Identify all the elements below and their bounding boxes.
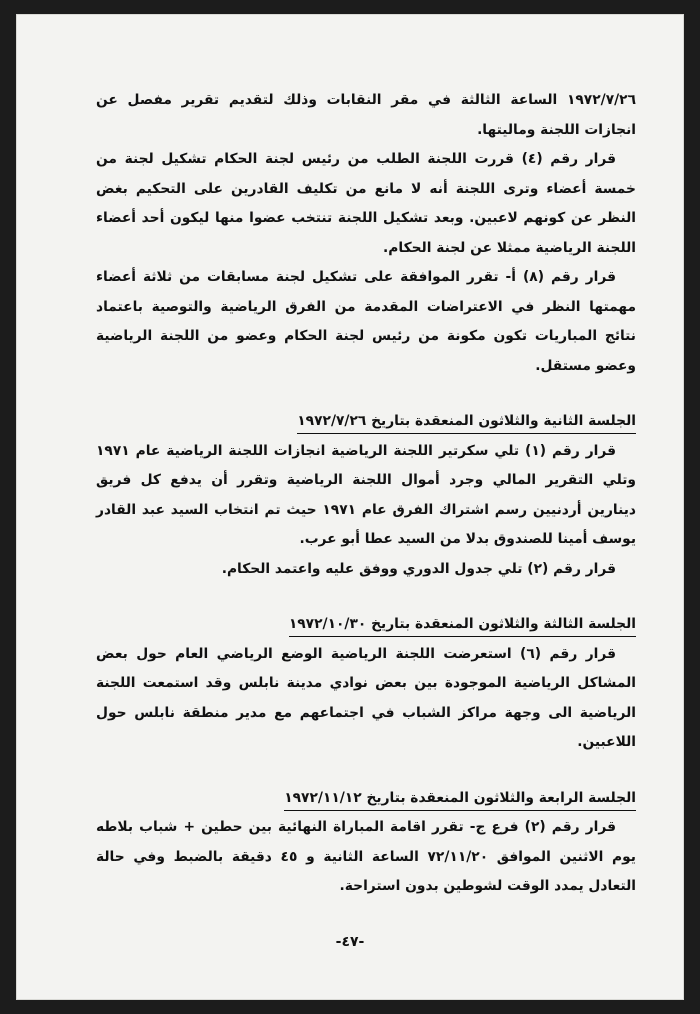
page-body <box>96 86 636 902</box>
session-34 <box>96 758 636 902</box>
paragraph-decision-6: قرار رقم (٦) استعرضت اللجنة الرياضية الوضع الرياضي العام حول بعض المشاكل الرياضية الموجودة بين بعض نوادي مدينة نابلس وقد استمعت اللجنة الرياضية الى وجهة مراكز الشباب في اجتماعهم مع مدير منطقة نابلس حول اللاعبين. <box>96 645 636 750</box>
session-heading: الجلسة الثانية والثلاثون المنعقدة بتاريخ ١٩٧٢/٧/٢٦ <box>297 409 636 434</box>
session-33 <box>96 584 636 758</box>
session-heading: الجلسة الثالثة والثلاثون المنعقدة بتاريخ ١٩٧٢/١٠/٣٠ <box>289 612 636 637</box>
paragraph-decision-4: قرار رقم (٤) قررت اللجنة الطلب من رئيس لجنة الحكام تشكيل لجنة من خمسة أعضاء وترى اللجنة أنه لا مانع من تكليف القادرين على التحكيم بغض النظر عن كونهم لاعبين. وبعد تشكيل اللجنة تنتخب عضوا منها ليكون أحد أعضاء اللجنة الرياضية ممثلا عن لجنة الحكام. <box>96 151 636 256</box>
paragraph-decision-2-branch-c: قرار رقم (٢) فرع ج- تقرر اقامة المباراة النهائية بين حطين + شباب بلاطه يوم الاثنين الموافق ٧٢/١١/٢٠ الساعة الثانية و ٤٥ دقيقة بالضبط وفي حالة التعادل يمدد الوقت لشوطين بدون استراحة. <box>96 819 636 894</box>
paragraph-decision-2: قرار رقم (٢) تلي جدول الدوري ووفق عليه واعتمد الحكام. <box>221 560 616 577</box>
session-heading: الجلسة الرابعة والثلاثون المنعقدة بتاريخ ١٩٧٢/١١/١٢ <box>284 786 636 811</box>
paragraph-continuation: ١٩٧٢/٧/٢٦ الساعة الثالثة في مقر النقابات وذلك لتقديم تقرير مفصل عن انجازات اللجنة وماليتها. <box>96 92 636 138</box>
paragraph-decision-8: قرار رقم (٨) أ- تقرر الموافقة على تشكيل لجنة مسابقات من ثلاثة أعضاء مهمتها النظر في الاعتراضات المقدمة من الفرق الرياضية والتوصية باعتماد نتائج المباريات تكون مكونة من رئيس لجنة الحكام وعضو من اللجنة الرياضية وعضو مستقل. <box>96 269 636 374</box>
session-32 <box>96 381 636 584</box>
document-page <box>16 14 684 1000</box>
page-number: -٤٧- <box>335 934 365 950</box>
paragraph-decision-1: قرار رقم (١) تلي سكرتير اللجنة الرياضية انجازات اللجنة الرياضية عام ١٩٧١ وتلي التقرير المالي وجرد أموال اللجنة الرياضية وتقرر أن يدفع كل فريق دينارين أردنيين رسم اشتراك الفرق عام ١٩٧١ حيث تم انتخاب السيد عبد القادر يوسف أمينا للصندوق بدلا من السيد عطا أبو عرب. <box>96 442 636 547</box>
